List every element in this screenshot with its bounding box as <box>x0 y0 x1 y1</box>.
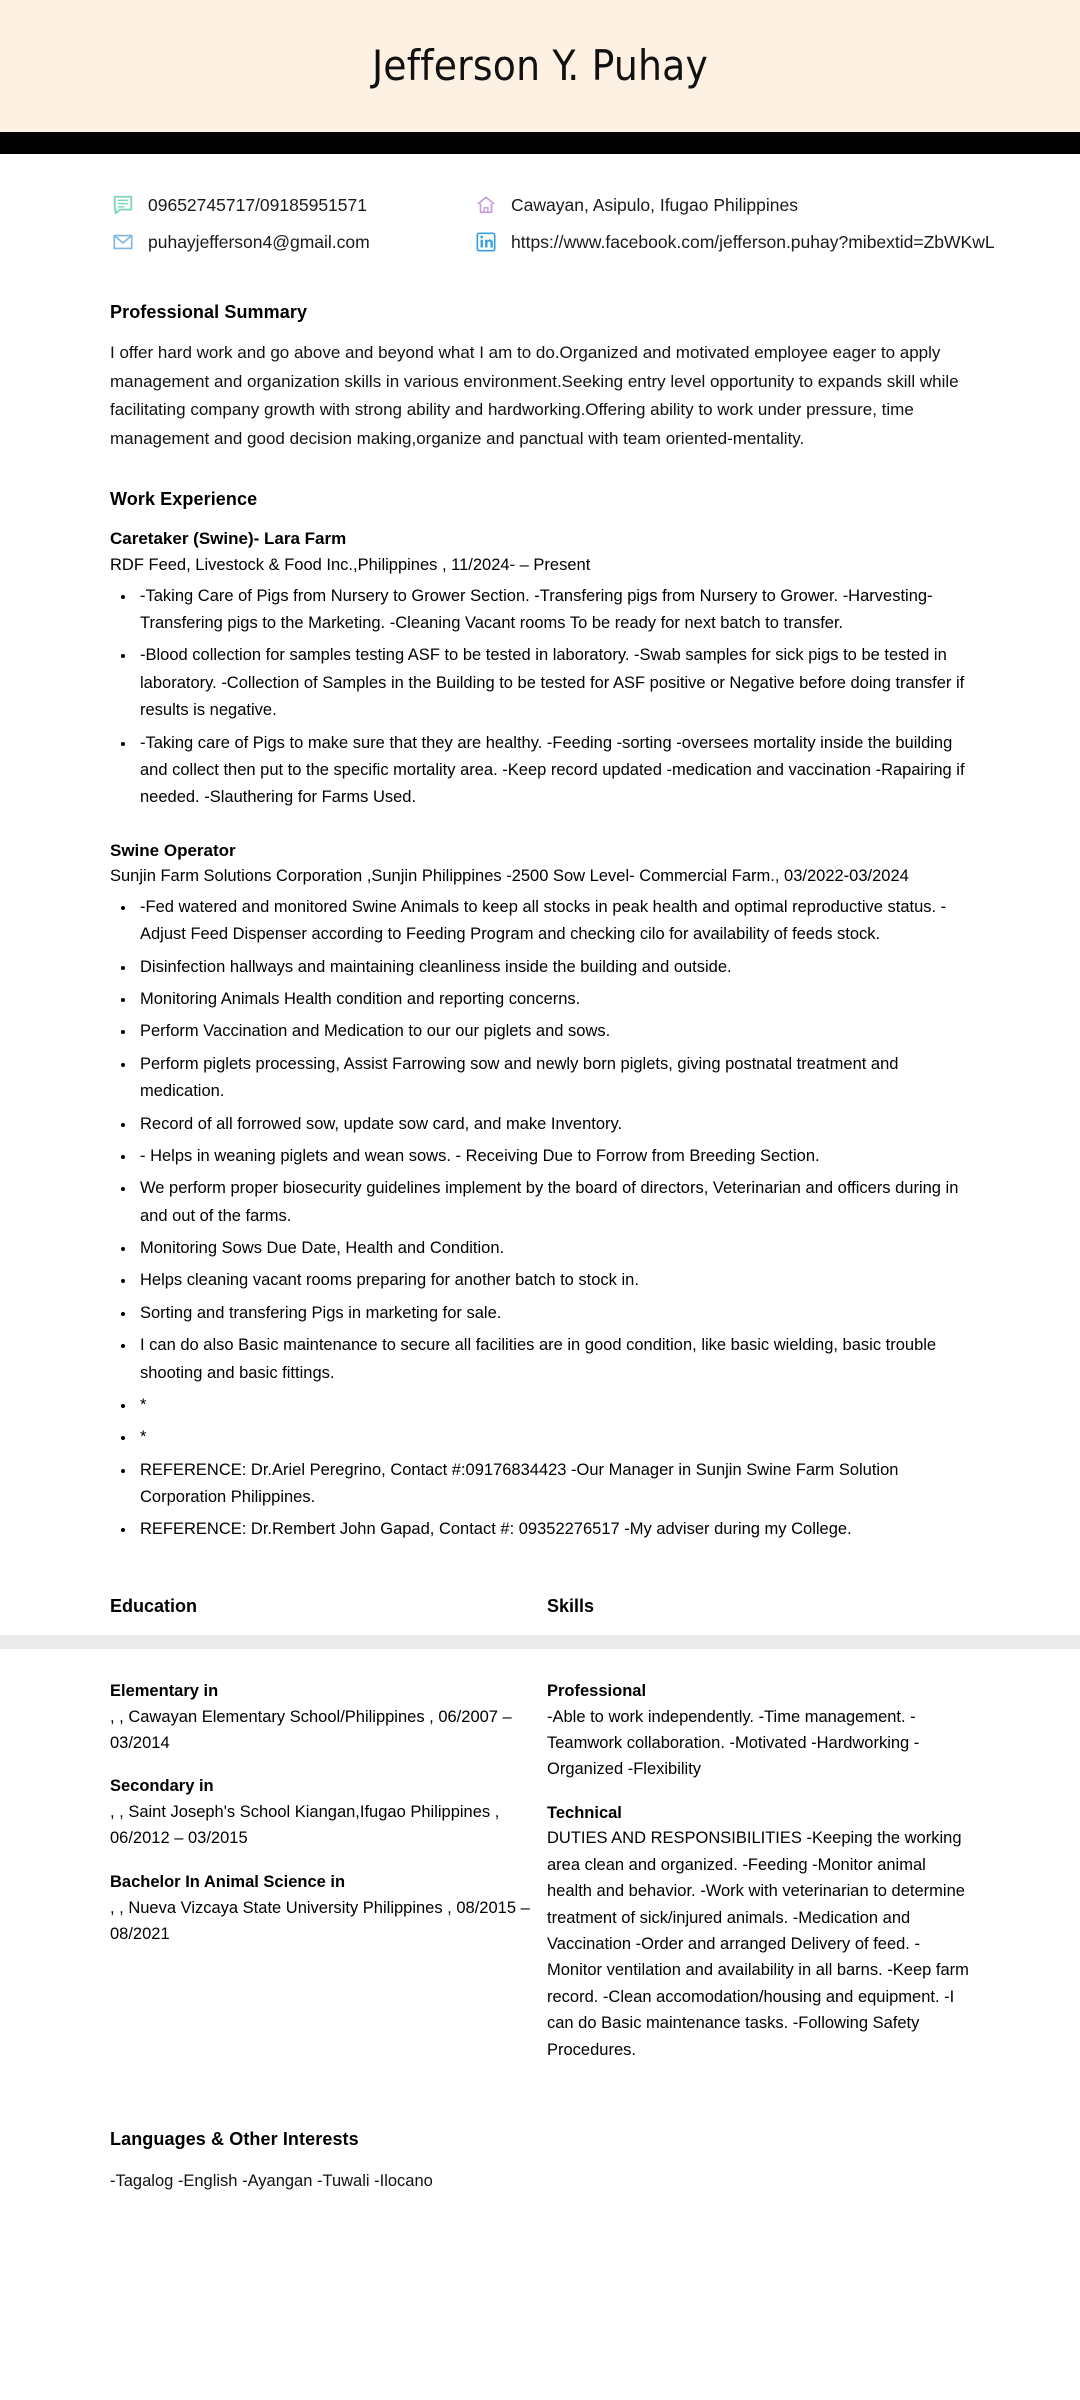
job-bullet: • Sorting and transfering Pigs in marketing for sale. <box>136 1300 970 1327</box>
job-bullet: • Perform Vaccination and Medication to our our piglets and sows. <box>136 1018 970 1045</box>
skills-entries <box>547 1671 970 2063</box>
skills-entry-body: -Able to work independently. -Time management. -Teamwork collaboration. -Motivated -Hardworking -Organized -Flexibility <box>547 1707 920 1779</box>
job-bullet: • -Taking care of Pigs to make sure that they are healthy. -Feeding -sorting -oversees mortality inside the building and collect then put to the specific mortality area. -Keep record updated -medication and vaccination -Rapairing if needed. -Slauthering for Farms Used. <box>136 730 970 812</box>
education-column <box>110 1596 533 1635</box>
education-entry <box>110 1870 533 1948</box>
education-entry-body: , , Saint Joseph's School Kiangan,Ifugao Philippines , 06/2012 – 03/2015 <box>110 1803 500 1848</box>
work-experience-heading: Work Experience <box>110 489 258 510</box>
skills-entry <box>547 1801 970 2063</box>
skills-entry-body: DUTIES AND RESPONSIBILITIES -Keeping the working area clean and organized. -Feeding -Monitor animal health and behavior. -Work with veterinarian to determine treatment of sick/injured animals. -Medication and Vaccination -Order and arranged Delivery of feed. -Monitor ventilation and availability in all barns. -Keep farm record. -Clean accomodation/housing and equipment. -I can do Basic maintenance tasks. -Following Safety Procedures. <box>547 1829 969 2059</box>
job-bullet: • REFERENCE: Dr.Ariel Peregrino, Contact #:09176834423 -Our Manager in Sunjin Swine Farm Solution Corporation Philippines. <box>136 1457 970 1512</box>
resume-header <box>0 0 1080 132</box>
section-professional-summary <box>110 302 970 453</box>
education-entry <box>110 1774 533 1852</box>
education-skills-columns <box>110 1596 970 1635</box>
home-icon <box>473 192 499 218</box>
job-meta: Sunjin Farm Solutions Corporation ,Sunjin Philippines -2500 Sow Level- Commercial Farm., 03/2022-03/2024 <box>110 867 909 886</box>
job-bullets <box>110 583 970 812</box>
contact-column-left <box>0 192 455 266</box>
job-bullet: • REFERENCE: Dr.Rembert John Gapad, Contact #: 09352276517 -My adviser during my College. <box>136 1516 970 1543</box>
education-entries <box>110 1671 533 2063</box>
contact-address-row <box>473 192 1015 219</box>
section-separator-band <box>0 1635 1080 1649</box>
job-entry <box>110 838 970 1544</box>
contact-block <box>0 154 1080 266</box>
summary-heading: Professional Summary <box>110 302 308 323</box>
education-entry-body: , , Cawayan Elementary School/Philippines , 06/2007 – 03/2014 <box>110 1707 512 1752</box>
job-bullet: • -Taking Care of Pigs from Nursery to Grower Section. -Transfering pigs from Nursery to Grower. -Harvesting-Transfering pigs to the Marketing. -Cleaning Vacant rooms To be ready for next batch to transfer. <box>136 583 970 638</box>
job-bullet: • -Fed watered and monitored Swine Animals to keep all stocks in peak health and optimal reproductive status. -Adjust Feed Dispenser according to Feeding Program and checking cilo for availability of feeds stock. <box>136 894 970 949</box>
contact-phone[interactable]: 09652745717/09185951571 <box>148 195 367 215</box>
job-bullet: • Disinfection hallways and maintaining cleanliness inside the building and outside. <box>136 954 970 981</box>
contact-address: Cawayan, Asipulo, Ifugao Philippines <box>511 195 798 215</box>
education-entry-title: Elementary in <box>110 1681 219 1700</box>
job-bullet: • Monitoring Animals Health condition and reporting concerns. <box>136 986 970 1013</box>
job-bullet: • Monitoring Sows Due Date, Health and Condition. <box>136 1235 970 1262</box>
job-bullet: • We perform proper biosecurity guidelines implement by the board of directors, Veterinarian and officers during in and out of the farms. <box>136 1175 970 1230</box>
resume-body <box>0 302 1080 1635</box>
education-entry-body: , , Nueva Vizcaya State University Philippines , 08/2015 – 08/2021 <box>110 1898 530 1943</box>
job-entry <box>110 526 970 811</box>
job-bullet: • Record of all forrowed sow, update sow card, and make Inventory. <box>136 1111 970 1138</box>
contact-email[interactable]: puhayjefferson4@gmail.com <box>148 232 370 253</box>
skills-entry <box>547 1679 970 1783</box>
summary-text: I offer hard work and go above and beyond what I am to do.Organized and motivated employee eager to apply management and organization skills in various environment.Seeking entry level opportunity to expands skill while facilitating company growth with strong ability and hardworking.Offering ability to work under pressure, time management and good decision making,organize and panctual with team oriented-mentality. <box>110 343 959 448</box>
education-entry-title: Bachelor In Animal Science in <box>110 1872 346 1891</box>
candidate-name: Jefferson Y. Puhay <box>371 41 709 90</box>
skills-column <box>547 1596 970 1635</box>
job-bullets <box>110 894 970 1544</box>
resume-body-lower <box>0 1671 1080 2256</box>
contact-link-row <box>473 229 1015 256</box>
job-title: Swine Operator <box>110 840 236 860</box>
section-work-experience <box>110 489 970 1543</box>
contact-phone-row <box>110 192 455 219</box>
job-title: Caretaker (Swine)- Lara Farm <box>110 529 347 549</box>
job-bullet: • * <box>136 1392 970 1419</box>
envelope-icon <box>110 229 136 255</box>
job-bullet: • Perform piglets processing, Assist Farrowing sow and newly born piglets, giving postnatal treatment and medication. <box>136 1051 970 1106</box>
skills-heading: Skills <box>547 1595 595 1616</box>
section-languages <box>110 2129 970 2256</box>
linkedin-icon <box>473 229 499 255</box>
contact-email-row <box>110 229 455 256</box>
job-meta: RDF Feed, Livestock & Food Inc.,Philippines , 11/2024- – Present <box>110 555 591 574</box>
job-bullet: • I can do also Basic maintenance to secure all facilities are in good condition, like basic wielding, basic trouble shooting and basic fittings. <box>136 1332 970 1387</box>
languages-heading: Languages & Other Interests <box>110 2128 359 2149</box>
languages-text: -Tagalog -English -Ayangan -Tuwali -Ilocano <box>110 2171 433 2190</box>
job-bullet: • -Blood collection for samples testing ASF to be tested in laboratory. -Swab samples for sick pigs to be tested in laboratory. -Collection of Samples in the Building to be tested for ASF positive or Negative before doing transfer if results is negative. <box>136 642 970 724</box>
education-entry <box>110 1679 533 1757</box>
education-entry-title: Secondary in <box>110 1777 214 1796</box>
education-skills-content <box>110 1671 970 2063</box>
phone-message-icon <box>110 192 136 218</box>
job-bullet: • Helps cleaning vacant rooms preparing for another batch to stock in. <box>136 1267 970 1294</box>
skills-entry-title: Professional <box>547 1681 647 1700</box>
job-bullet: • - Helps in weaning piglets and wean sows. - Receiving Due to Forrow from Breeding Section. <box>136 1143 970 1170</box>
skills-entry-title: Technical <box>547 1803 622 1822</box>
contact-link[interactable]: https://www.facebook.com/jefferson.puhay?mibextid=ZbWKwL <box>511 232 995 253</box>
contact-column-right <box>455 192 1015 266</box>
header-divider <box>0 132 1080 154</box>
education-heading: Education <box>110 1595 198 1616</box>
job-bullet: • * <box>136 1424 970 1451</box>
